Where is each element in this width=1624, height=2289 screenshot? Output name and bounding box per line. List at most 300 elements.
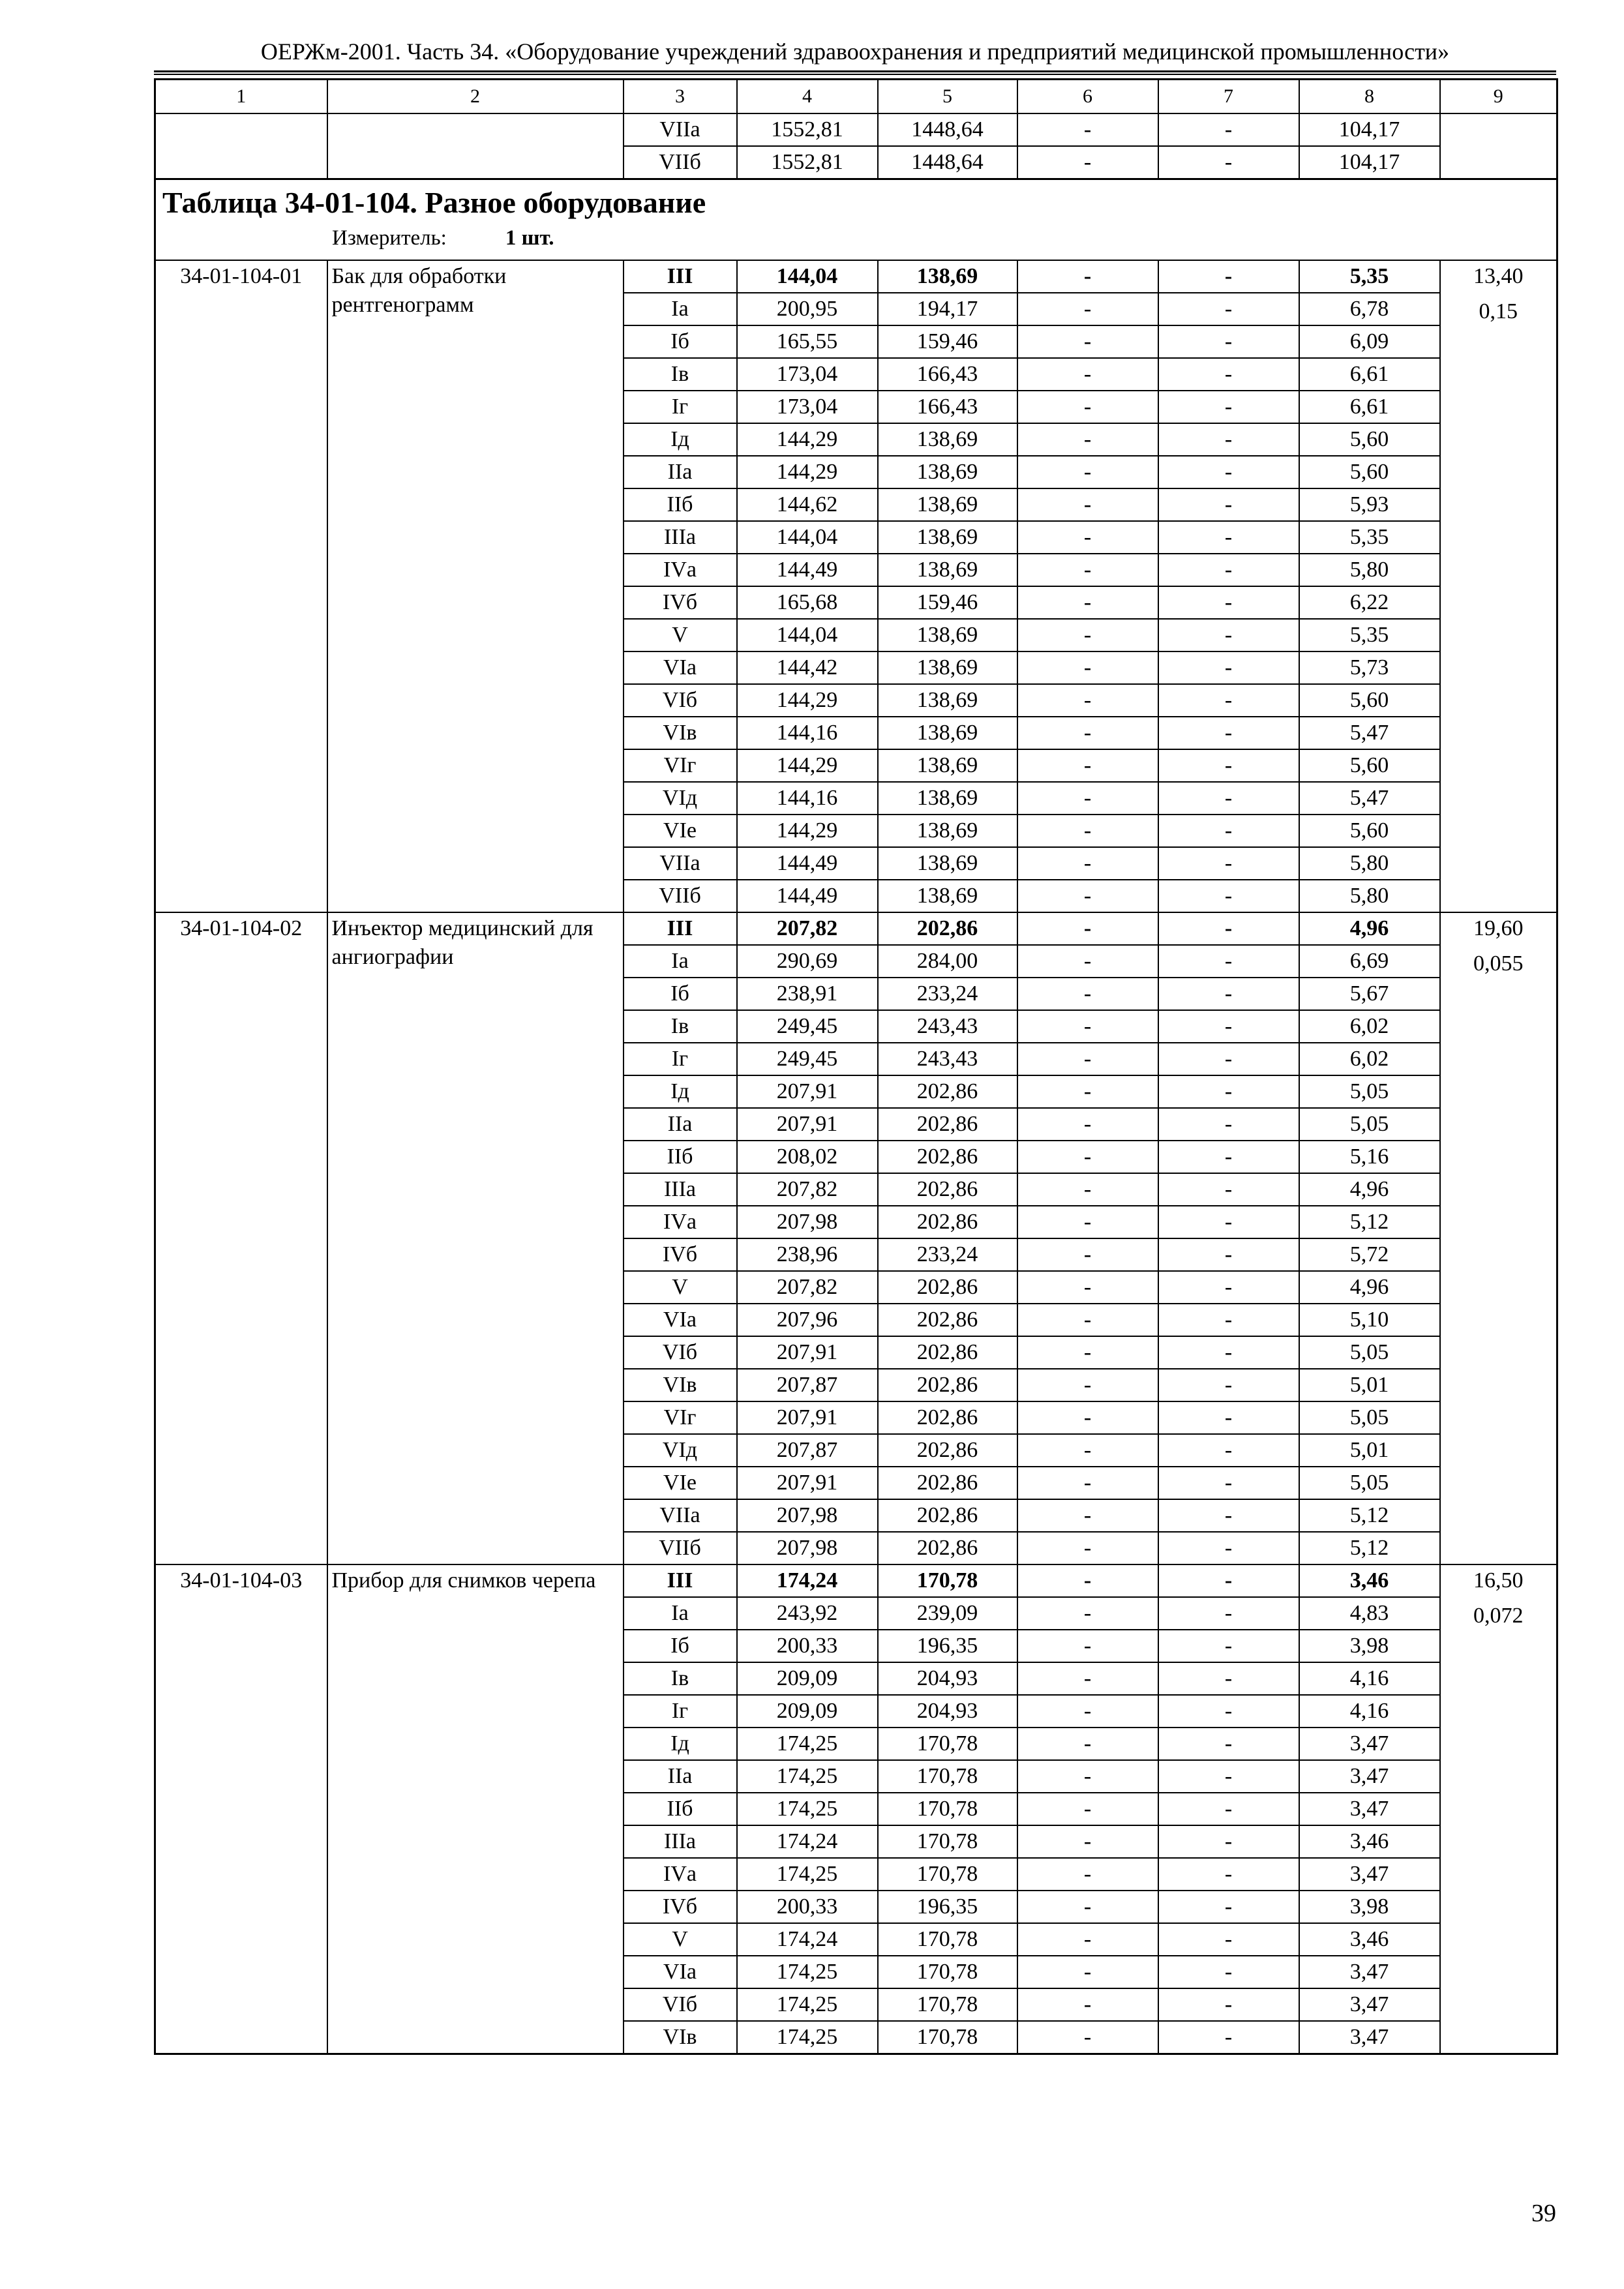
value-cell-c8: 5,67 xyxy=(1299,978,1440,1010)
value-cell-c5: 204,93 xyxy=(878,1662,1017,1695)
value-cell-c4: 207,91 xyxy=(737,1108,878,1141)
value-cell-c7: - xyxy=(1158,1467,1299,1499)
value-cell-c8: 5,16 xyxy=(1299,1141,1440,1173)
zone-cell: Iб xyxy=(624,978,737,1010)
value-cell-c6: - xyxy=(1017,847,1158,880)
value-cell-c7: - xyxy=(1158,847,1299,880)
zone-cell: V xyxy=(624,619,737,651)
value-cell-c7: - xyxy=(1158,2021,1299,2054)
value-cell-c7: - xyxy=(1158,1075,1299,1108)
value-cell-c8: 5,35 xyxy=(1299,619,1440,651)
value-cell-c6: - xyxy=(1017,554,1158,586)
value-cell-c5: 159,46 xyxy=(878,325,1017,358)
item-code: 34-01-104-03 xyxy=(155,1564,327,2054)
value-cell-c7: - xyxy=(1158,358,1299,391)
value-cell-c4: 144,29 xyxy=(737,815,878,847)
value-cell-c8: 4,96 xyxy=(1299,1271,1440,1304)
value-cell-c7: - xyxy=(1158,1369,1299,1401)
zone-cell: Iа xyxy=(624,1597,737,1630)
value-cell-c5: 170,78 xyxy=(878,1825,1017,1858)
value-cell-c5: 170,78 xyxy=(878,1956,1017,1988)
zone-cell: VIб xyxy=(624,1336,737,1369)
value-cell-c6: - xyxy=(1017,1369,1158,1401)
value-cell-c6: - xyxy=(1017,815,1158,847)
value-cell-c6: - xyxy=(1017,358,1158,391)
value-cell-c6: - xyxy=(1017,1825,1158,1858)
value-cell-c8: 5,72 xyxy=(1299,1238,1440,1271)
column-numbers-row xyxy=(155,80,1557,114)
zone-cell: IVб xyxy=(624,586,737,619)
value-cell-c4: 144,42 xyxy=(737,651,878,684)
zone-cell: IIб xyxy=(624,1141,737,1173)
value-cell-c4: 144,49 xyxy=(737,554,878,586)
value-cell-c5: 196,35 xyxy=(878,1630,1017,1662)
zone-cell: IVа xyxy=(624,1858,737,1891)
value-cell-c6: - xyxy=(1017,1304,1158,1336)
value-cell-c8: 5,47 xyxy=(1299,717,1440,749)
value-cell-c6: - xyxy=(1017,1793,1158,1825)
value-cell-c4: 144,62 xyxy=(737,488,878,521)
column-number: 1 xyxy=(155,80,327,114)
table-title: Таблица 34-01-104. Разное оборудование xyxy=(162,186,706,219)
value-cell-c4: 165,55 xyxy=(737,325,878,358)
col9-value: 0,055 xyxy=(1473,951,1524,976)
value-cell-c4: 207,91 xyxy=(737,1075,878,1108)
item-name: Инъектор медицинский для ангиографии xyxy=(327,912,624,1564)
value-cell-c8: 6,02 xyxy=(1299,1043,1440,1075)
value-cell-c5: 1448,64 xyxy=(878,113,1017,146)
value-cell-c6: - xyxy=(1017,619,1158,651)
value-cell-c4: 174,24 xyxy=(737,1564,878,1597)
item-name: Прибор для снимков черепа xyxy=(327,1564,624,2054)
value-cell-c4: 243,92 xyxy=(737,1597,878,1630)
value-cell-c6: - xyxy=(1017,1401,1158,1434)
zone-cell: IIа xyxy=(624,1108,737,1141)
zone-cell: IIIа xyxy=(624,521,737,554)
value-cell-c8: 3,46 xyxy=(1299,1825,1440,1858)
value-cell-c7: - xyxy=(1158,1956,1299,1988)
value-cell-c4: 144,29 xyxy=(737,456,878,488)
value-cell-c5: 233,24 xyxy=(878,1238,1017,1271)
value-cell-c7: - xyxy=(1158,1858,1299,1891)
zone-cell: Iб xyxy=(624,1630,737,1662)
col9-value: 16,50 xyxy=(1473,1568,1524,1593)
value-cell-c8: 5,73 xyxy=(1299,651,1440,684)
col9-value: 0,072 xyxy=(1473,1603,1524,1628)
value-cell-c7: - xyxy=(1158,1564,1299,1597)
value-cell-c4: 207,98 xyxy=(737,1499,878,1532)
table-row xyxy=(155,912,1557,945)
column-number: 4 xyxy=(737,80,878,114)
value-cell-c8: 3,47 xyxy=(1299,1760,1440,1793)
value-cell-c8: 5,05 xyxy=(1299,1401,1440,1434)
zone-cell: Iг xyxy=(624,1043,737,1075)
value-cell-c8: 5,05 xyxy=(1299,1108,1440,1141)
value-cell-c4: 144,04 xyxy=(737,521,878,554)
value-cell-c6: - xyxy=(1017,1434,1158,1467)
value-cell-c4: 200,95 xyxy=(737,293,878,325)
value-cell-c4: 207,91 xyxy=(737,1467,878,1499)
value-cell-c7: - xyxy=(1158,1760,1299,1793)
zone-cell: III xyxy=(624,912,737,945)
value-cell-c6: - xyxy=(1017,423,1158,456)
value-cell-c5: 138,69 xyxy=(878,456,1017,488)
value-cell-c7: - xyxy=(1158,1401,1299,1434)
zone-cell: VIIб xyxy=(624,1532,737,1564)
value-cell-c7: - xyxy=(1158,423,1299,456)
value-cell-c7: - xyxy=(1158,456,1299,488)
value-cell-c8: 5,35 xyxy=(1299,521,1440,554)
value-cell-c4: 207,98 xyxy=(737,1206,878,1238)
zone-cell: Iд xyxy=(624,423,737,456)
value-cell-c5: 138,69 xyxy=(878,717,1017,749)
zone-cell: IIIа xyxy=(624,1825,737,1858)
value-cell-c6: - xyxy=(1017,1760,1158,1793)
value-cell-c5: 243,43 xyxy=(878,1043,1017,1075)
col9-value: 0,15 xyxy=(1479,299,1518,323)
value-cell-c4: 144,49 xyxy=(737,880,878,912)
value-cell-c5: 284,00 xyxy=(878,945,1017,978)
value-cell-c6: - xyxy=(1017,945,1158,978)
value-cell-c7: - xyxy=(1158,146,1299,179)
value-cell-c5: 202,86 xyxy=(878,1271,1017,1304)
value-cell-c8: 3,46 xyxy=(1299,1564,1440,1597)
value-cell-c5: 239,09 xyxy=(878,1597,1017,1630)
value-cell-c6: - xyxy=(1017,488,1158,521)
value-cell-c8: 104,17 xyxy=(1299,113,1440,146)
value-cell-c6: - xyxy=(1017,1695,1158,1728)
value-cell-c7: - xyxy=(1158,1238,1299,1271)
value-cell-c7: - xyxy=(1158,1923,1299,1956)
value-cell-c7: - xyxy=(1158,651,1299,684)
column-number: 8 xyxy=(1299,80,1440,114)
zone-cell: III xyxy=(624,260,737,293)
value-cell-c6: - xyxy=(1017,1988,1158,2021)
value-cell-c8: 5,60 xyxy=(1299,684,1440,717)
zone-cell: Iв xyxy=(624,1010,737,1043)
value-cell-c6: - xyxy=(1017,1499,1158,1532)
value-cell-c7: - xyxy=(1158,1891,1299,1923)
value-cell-c8: 4,83 xyxy=(1299,1597,1440,1630)
value-cell-c7: - xyxy=(1158,260,1299,293)
value-cell-c5: 138,69 xyxy=(878,260,1017,293)
value-cell-c8: 5,12 xyxy=(1299,1532,1440,1564)
name-cell xyxy=(327,113,624,179)
value-cell-c5: 202,86 xyxy=(878,1075,1017,1108)
value-cell-c4: 144,29 xyxy=(737,684,878,717)
value-cell-c4: 290,69 xyxy=(737,945,878,978)
table-title-row xyxy=(155,179,1557,260)
value-cell-c4: 249,45 xyxy=(737,1010,878,1043)
value-cell-c5: 170,78 xyxy=(878,1858,1017,1891)
measure-line xyxy=(162,226,1550,250)
zone-cell: IVб xyxy=(624,1891,737,1923)
value-cell-c4: 1552,81 xyxy=(737,146,878,179)
page-number: 39 xyxy=(1531,2200,1556,2227)
value-cell-c6: - xyxy=(1017,1108,1158,1141)
value-cell-c4: 173,04 xyxy=(737,391,878,423)
value-cell-c5: 138,69 xyxy=(878,423,1017,456)
value-cell-c5: 138,69 xyxy=(878,815,1017,847)
value-cell-c6: - xyxy=(1017,260,1158,293)
value-cell-c8: 4,16 xyxy=(1299,1662,1440,1695)
value-cell-c5: 170,78 xyxy=(878,1923,1017,1956)
column-number: 7 xyxy=(1158,80,1299,114)
value-cell-c6: - xyxy=(1017,749,1158,782)
col9-cell xyxy=(1440,1564,1557,2054)
value-cell-c4: 144,29 xyxy=(737,749,878,782)
zone-cell: III xyxy=(624,1564,737,1597)
value-cell-c5: 202,86 xyxy=(878,1467,1017,1499)
value-cell-c7: - xyxy=(1158,293,1299,325)
value-cell-c6: - xyxy=(1017,325,1158,358)
value-cell-c4: 200,33 xyxy=(737,1630,878,1662)
value-cell-c7: - xyxy=(1158,1662,1299,1695)
value-cell-c4: 144,04 xyxy=(737,260,878,293)
value-cell-c8: 104,17 xyxy=(1299,146,1440,179)
value-cell-c4: 207,98 xyxy=(737,1532,878,1564)
value-cell-c6: - xyxy=(1017,1075,1158,1108)
zone-cell: VIв xyxy=(624,1369,737,1401)
value-cell-c4: 209,09 xyxy=(737,1695,878,1728)
value-cell-c5: 202,86 xyxy=(878,1206,1017,1238)
value-cell-c5: 202,86 xyxy=(878,1401,1017,1434)
value-cell-c4: 174,25 xyxy=(737,2021,878,2054)
value-cell-c6: - xyxy=(1017,1728,1158,1760)
zone-cell: VIв xyxy=(624,2021,737,2054)
value-cell-c4: 174,25 xyxy=(737,1858,878,1891)
value-cell-c4: 200,33 xyxy=(737,1891,878,1923)
value-cell-c4: 238,96 xyxy=(737,1238,878,1271)
value-cell-c6: - xyxy=(1017,1532,1158,1564)
value-cell-c6: - xyxy=(1017,978,1158,1010)
value-cell-c7: - xyxy=(1158,978,1299,1010)
value-cell-c8: 5,80 xyxy=(1299,847,1440,880)
value-cell-c5: 1448,64 xyxy=(878,146,1017,179)
value-cell-c8: 6,61 xyxy=(1299,358,1440,391)
value-cell-c8: 5,60 xyxy=(1299,815,1440,847)
value-cell-c4: 144,04 xyxy=(737,619,878,651)
code-cell xyxy=(155,113,327,179)
value-cell-c7: - xyxy=(1158,684,1299,717)
rates-table xyxy=(154,78,1558,2055)
column-number: 2 xyxy=(327,80,624,114)
table-body xyxy=(155,80,1557,2054)
value-cell-c7: - xyxy=(1158,1010,1299,1043)
value-cell-c6: - xyxy=(1017,1858,1158,1891)
value-cell-c6: - xyxy=(1017,1206,1158,1238)
value-cell-c4: 174,25 xyxy=(737,1988,878,2021)
zone-cell: V xyxy=(624,1271,737,1304)
value-cell-c5: 138,69 xyxy=(878,847,1017,880)
value-cell-c5: 138,69 xyxy=(878,684,1017,717)
value-cell-c6: - xyxy=(1017,1891,1158,1923)
value-cell-c6: - xyxy=(1017,521,1158,554)
value-cell-c5: 202,86 xyxy=(878,1173,1017,1206)
zone-cell: Iд xyxy=(624,1728,737,1760)
table-row xyxy=(155,260,1557,293)
value-cell-c7: - xyxy=(1158,1793,1299,1825)
zone-cell: VIа xyxy=(624,1956,737,1988)
col9-cell xyxy=(1440,260,1557,912)
measure-unit: 1 шт. xyxy=(505,226,554,250)
value-cell-c4: 207,91 xyxy=(737,1401,878,1434)
value-cell-c7: - xyxy=(1158,1271,1299,1304)
value-cell-c8: 3,47 xyxy=(1299,1793,1440,1825)
value-cell-c7: - xyxy=(1158,1499,1299,1532)
value-cell-c8: 6,69 xyxy=(1299,945,1440,978)
table-row xyxy=(155,113,1557,146)
value-cell-c7: - xyxy=(1158,1630,1299,1662)
value-cell-c5: 204,93 xyxy=(878,1695,1017,1728)
value-cell-c8: 3,47 xyxy=(1299,1988,1440,2021)
value-cell-c4: 174,25 xyxy=(737,1956,878,1988)
value-cell-c8: 3,47 xyxy=(1299,2021,1440,2054)
value-cell-c8: 5,01 xyxy=(1299,1434,1440,1467)
zone-cell: VIIа xyxy=(624,113,737,146)
value-cell-c7: - xyxy=(1158,1304,1299,1336)
zone-cell: IVа xyxy=(624,554,737,586)
value-cell-c7: - xyxy=(1158,1988,1299,2021)
item-code: 34-01-104-02 xyxy=(155,912,327,1564)
zone-cell: IIа xyxy=(624,1760,737,1793)
zone-cell: VIг xyxy=(624,749,737,782)
value-cell-c4: 144,29 xyxy=(737,423,878,456)
value-cell-c8: 6,22 xyxy=(1299,586,1440,619)
value-cell-c6: - xyxy=(1017,1271,1158,1304)
value-cell-c5: 233,24 xyxy=(878,978,1017,1010)
value-cell-c7: - xyxy=(1158,912,1299,945)
value-cell-c7: - xyxy=(1158,1597,1299,1630)
value-cell-c8: 5,01 xyxy=(1299,1369,1440,1401)
value-cell-c6: - xyxy=(1017,717,1158,749)
value-cell-c8: 5,05 xyxy=(1299,1336,1440,1369)
value-cell-c7: - xyxy=(1158,1206,1299,1238)
zone-cell: Iа xyxy=(624,293,737,325)
value-cell-c6: - xyxy=(1017,146,1158,179)
value-cell-c6: - xyxy=(1017,113,1158,146)
value-cell-c8: 5,47 xyxy=(1299,782,1440,815)
column-number: 9 xyxy=(1440,80,1557,114)
value-cell-c5: 170,78 xyxy=(878,1564,1017,1597)
value-cell-c5: 202,86 xyxy=(878,1434,1017,1467)
zone-cell: Iг xyxy=(624,391,737,423)
value-cell-c4: 165,68 xyxy=(737,586,878,619)
value-cell-c8: 4,96 xyxy=(1299,1173,1440,1206)
zone-cell: VIе xyxy=(624,1467,737,1499)
zone-cell: Iб xyxy=(624,325,737,358)
value-cell-c7: - xyxy=(1158,554,1299,586)
value-cell-c5: 170,78 xyxy=(878,1988,1017,2021)
value-cell-c5: 138,69 xyxy=(878,782,1017,815)
value-cell-c4: 144,49 xyxy=(737,847,878,880)
value-cell-c5: 170,78 xyxy=(878,2021,1017,2054)
zone-cell: V xyxy=(624,1923,737,1956)
value-cell-c5: 166,43 xyxy=(878,391,1017,423)
value-cell-c7: - xyxy=(1158,619,1299,651)
value-cell-c6: - xyxy=(1017,1923,1158,1956)
zone-cell: Iд xyxy=(624,1075,737,1108)
value-cell-c8: 5,05 xyxy=(1299,1075,1440,1108)
zone-cell: VIд xyxy=(624,782,737,815)
column-number: 6 xyxy=(1017,80,1158,114)
value-cell-c5: 243,43 xyxy=(878,1010,1017,1043)
value-cell-c6: - xyxy=(1017,1564,1158,1597)
value-cell-c4: 174,25 xyxy=(737,1760,878,1793)
value-cell-c7: - xyxy=(1158,1695,1299,1728)
value-cell-c8: 5,93 xyxy=(1299,488,1440,521)
value-cell-c7: - xyxy=(1158,325,1299,358)
value-cell-c8: 5,80 xyxy=(1299,554,1440,586)
value-cell-c7: - xyxy=(1158,1108,1299,1141)
value-cell-c8: 6,61 xyxy=(1299,391,1440,423)
value-cell-c5: 202,86 xyxy=(878,1499,1017,1532)
value-cell-c5: 138,69 xyxy=(878,521,1017,554)
zone-cell: VIIа xyxy=(624,1499,737,1532)
value-cell-c6: - xyxy=(1017,1141,1158,1173)
value-cell-c5: 202,86 xyxy=(878,1532,1017,1564)
zone-cell: IVа xyxy=(624,1206,737,1238)
zone-cell: IIб xyxy=(624,1793,737,1825)
value-cell-c6: - xyxy=(1017,684,1158,717)
value-cell-c8: 5,60 xyxy=(1299,749,1440,782)
value-cell-c4: 173,04 xyxy=(737,358,878,391)
value-cell-c6: - xyxy=(1017,1467,1158,1499)
value-cell-c4: 207,82 xyxy=(737,1271,878,1304)
value-cell-c4: 144,16 xyxy=(737,782,878,815)
value-cell-c7: - xyxy=(1158,782,1299,815)
value-cell-c5: 202,86 xyxy=(878,1108,1017,1141)
value-cell-c7: - xyxy=(1158,521,1299,554)
value-cell-c6: - xyxy=(1017,1238,1158,1271)
value-cell-c7: - xyxy=(1158,1728,1299,1760)
value-cell-c4: 207,87 xyxy=(737,1369,878,1401)
zone-cell: IVб xyxy=(624,1238,737,1271)
value-cell-c5: 138,69 xyxy=(878,619,1017,651)
value-cell-c5: 194,17 xyxy=(878,293,1017,325)
value-cell-c5: 202,86 xyxy=(878,1141,1017,1173)
value-cell-c4: 144,16 xyxy=(737,717,878,749)
value-cell-c8: 6,09 xyxy=(1299,325,1440,358)
value-cell-c7: - xyxy=(1158,1532,1299,1564)
item-name: Бак для обработки рентгенограмм xyxy=(327,260,624,912)
value-cell-c7: - xyxy=(1158,1336,1299,1369)
value-cell-c8: 4,16 xyxy=(1299,1695,1440,1728)
col9-cell xyxy=(1440,912,1557,1564)
zone-cell: VIб xyxy=(624,1988,737,2021)
value-cell-c5: 138,69 xyxy=(878,749,1017,782)
zone-cell: IIа xyxy=(624,456,737,488)
value-cell-c7: - xyxy=(1158,1434,1299,1467)
value-cell-c4: 174,24 xyxy=(737,1825,878,1858)
value-cell-c8: 6,02 xyxy=(1299,1010,1440,1043)
value-cell-c7: - xyxy=(1158,1825,1299,1858)
value-cell-c4: 207,96 xyxy=(737,1304,878,1336)
value-cell-c8: 5,60 xyxy=(1299,423,1440,456)
value-cell-c5: 138,69 xyxy=(878,488,1017,521)
value-cell-c8: 6,78 xyxy=(1299,293,1440,325)
value-cell-c4: 238,91 xyxy=(737,978,878,1010)
value-cell-c5: 202,86 xyxy=(878,1304,1017,1336)
value-cell-c5: 202,86 xyxy=(878,1369,1017,1401)
value-cell-c7: - xyxy=(1158,391,1299,423)
value-cell-c8: 5,05 xyxy=(1299,1467,1440,1499)
value-cell-c6: - xyxy=(1017,651,1158,684)
value-cell-c5: 202,86 xyxy=(878,1336,1017,1369)
value-cell-c7: - xyxy=(1158,717,1299,749)
zone-cell: VIIб xyxy=(624,146,737,179)
value-cell-c8: 5,60 xyxy=(1299,456,1440,488)
